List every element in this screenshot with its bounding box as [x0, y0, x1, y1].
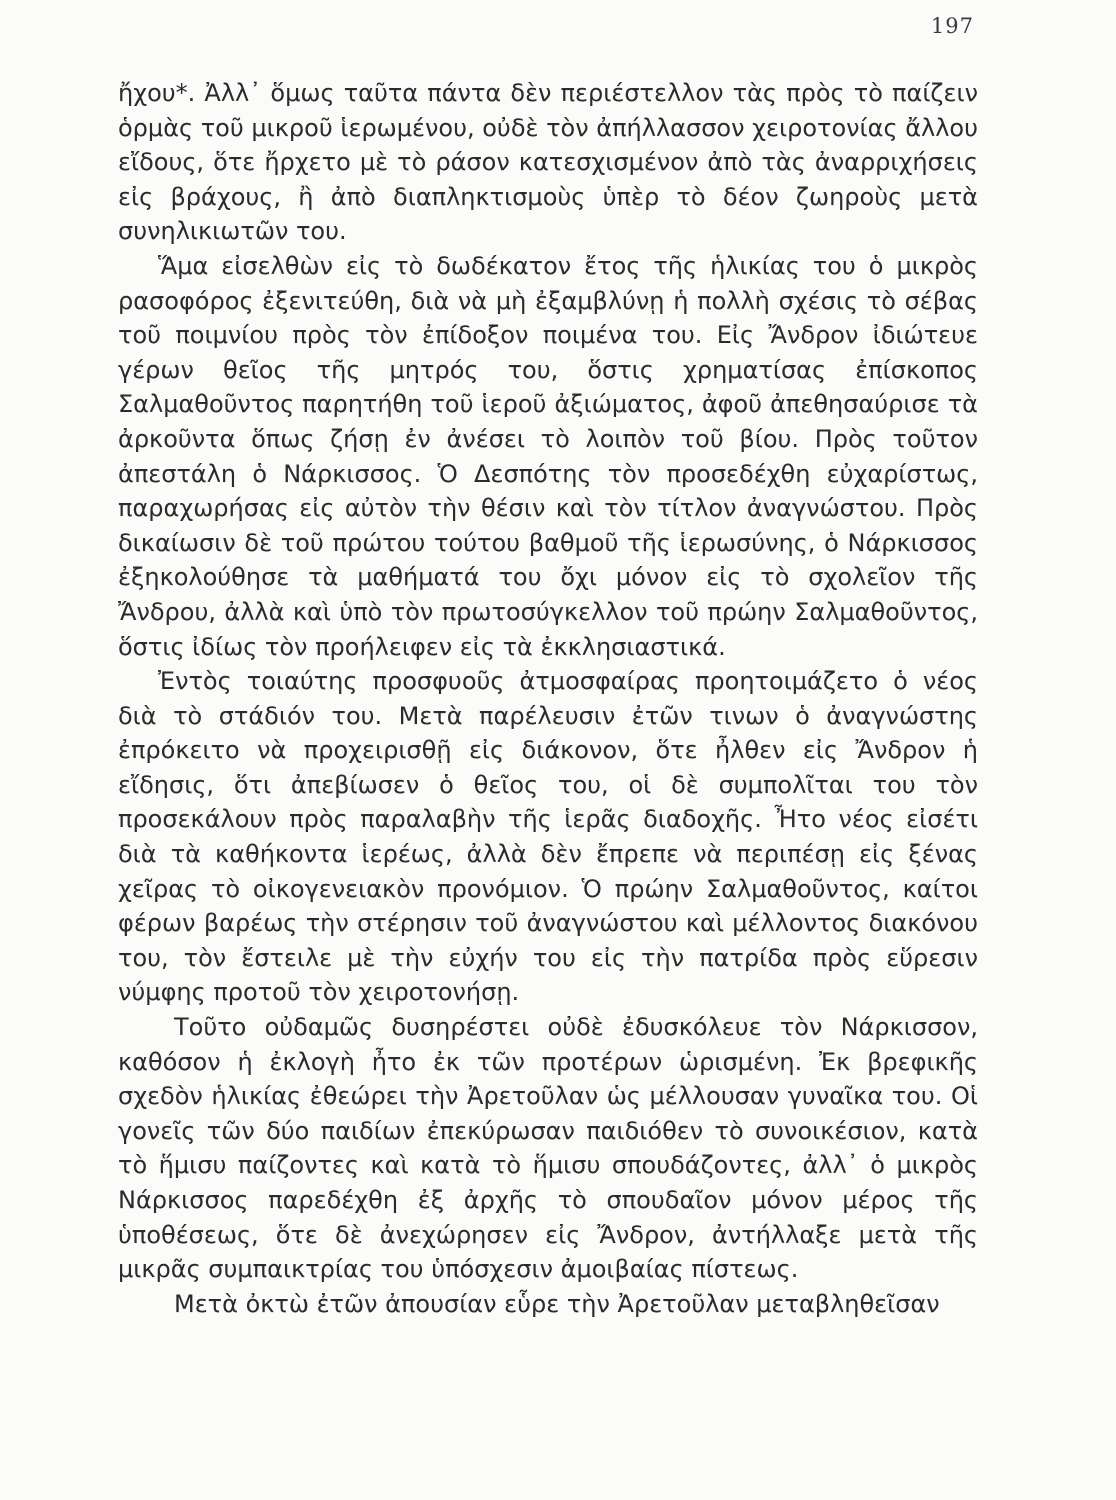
body-text — [118, 76, 978, 1321]
page-number: 197 — [930, 14, 974, 38]
paragraph-3: Ἐντὸς τοιαύτης προσφυοῦς ἀτμοσφαίρας προητοιμάζετο ὁ νέος διὰ τὸ στάδιόν του. Μετὰ παρέλευσιν ἐτῶν τινων ὁ ἀναγνώστης ἐπρόκειτο νὰ προχειρισθῇ εἰς διάκονον, ὅτε ἦλθεν εἰς Ἄνδρον ἡ εἴδησις, ὅτι ἀπεβίωσεν ὁ θεῖος του, οἱ δὲ συμπολῖται του τὸν προσεκάλουν πρὸς παραλαβὴν τῆς ἱερᾶς διαδοχῆς. Ἦτο νέος εἰσέτι διὰ τὰ καθήκοντα ἱερέως, ἀλλὰ δὲν ἔπρεπε νὰ περιπέσῃ εἰς ξένας χεῖρας τὸ οἰκογενειακὸν προνόμιον. Ὁ πρώην Σαλμαθοῦντος, καίτοι φέρων βαρέως τὴν στέρησιν τοῦ ἀναγνώστου καὶ μέλλοντος διακόνου του, τὸν ἔστειλε μὲ τὴν εὐχήν του εἰς τὴν πατρίδα πρὸς εὕρεσιν νύμφης προτοῦ τὸν χειροτονήσῃ. — [118, 667, 978, 1007]
paragraph-1: ἤχου*. Ἀλλ᾽ ὅμως ταῦτα πάντα δὲν περιέστελλον τὰς πρὸς τὸ παίζειν ὁρμὰς τοῦ μικροῦ ἱερωμένου, οὐδὲ τὸν ἀπήλλασσον χειροτονίας ἄλλου εἴδους, ὅτε ἤρχετο μὲ τὸ ράσον κατεσχισμένον ἀπὸ τὰς ἀναρριχήσεις εἰς βράχους, ἢ ἀπὸ διαπληκτισμοὺς ὑπὲρ τὸ δέον ζωηροὺς μετὰ συνηλικιωτῶν του. — [118, 79, 978, 246]
paragraph-2: Ἅμα εἰσελθὼν εἰς τὸ δωδέκατον ἔτος τῆς ἡλικίας του ὁ μικρὸς ρασοφόρος ἐξενιτεύθη, διὰ νὰ μὴ ἐξαμβλύνῃ ἡ πολλὴ σχέσις τὸ σέβας τοῦ ποιμνίου πρὸς τὸν ἐπίδοξον ποιμένα του. Εἰς Ἄνδρον ἰδιώτευε γέρων θεῖος τῆς μητρός του, ὅστις χρηματίσας ἐπίσκοπος Σαλμαθοῦντος παρητήθη τοῦ ἱεροῦ ἀξιώματος, ἀφοῦ ἀπεθησαύρισε τὰ ἀρκοῦντα ὅπως ζήσῃ ἐν ἀνέσει τὸ λοιπὸν τοῦ βίου. Πρὸς τοῦτον ἀπεστάλη ὁ Νάρκισσος. Ὁ Δεσπότης τὸν προσεδέχθη εὐχαρίστως, παραχωρήσας εἰς αὐτὸν τὴν θέσιν καὶ τὸν τίτλον ἀναγνώστου. Πρὸς δικαίωσιν δὲ τοῦ πρώτου τούτου βαθμοῦ τῆς ἱερωσύνης, ὁ Νάρκισσος ἐξηκολούθησε τὰ μαθήματά του ὄχι μόνον εἰς τὸ σχολεῖον τῆς Ἄνδρου, ἀλλὰ καὶ ὑπὸ τὸν πρωτοσύγκελλον τοῦ πρώην Σαλμαθοῦντος, ὅστις ἰδίως τὸν προήλειφεν εἰς τὰ ἐκκλησιαστικά. — [118, 251, 978, 661]
paragraph-5: Μετὰ ὀκτὼ ἐτῶν ἀπουσίαν εὗρε τὴν Ἀρετοῦλαν μεταβληθεῖσαν — [174, 1289, 940, 1318]
paragraph-4: Τοῦτο οὐδαμῶς δυσηρέστει οὐδὲ ἐδυσκόλευε τὸν Νάρκισσον, καθόσον ἡ ἐκλογὴ ἦτο ἐκ τῶν προτέρων ὡρισμένη. Ἐκ βρεφικῆς σχεδὸν ἡλικίας ἐθεώρει τὴν Ἀρετοῦλαν ὡς μέλλουσαν γυναῖκα του. Οἱ γονεῖς τῶν δύο παιδίων ἐπεκύρωσαν παιδιόθεν τὸ συνοικέσιον, κατὰ τὸ ἥμισυ παίζοντες καὶ κατὰ τὸ ἥμισυ σπουδάζοντες, ἀλλ᾽ ὁ μικρὸς Νάρκισσος παρεδέχθη ἐξ ἀρχῆς τὸ σπουδαῖον μόνον μέρος τῆς ὑποθέσεως, ὅτε δὲ ἀνεχώρησεν εἰς Ἄνδρον, ἀντήλλαξε μετὰ τῆς μικρᾶς συμπαικτρίας του ὑπόσχεσιν ἀμοιβαίας πίστεως. — [118, 1013, 978, 1284]
